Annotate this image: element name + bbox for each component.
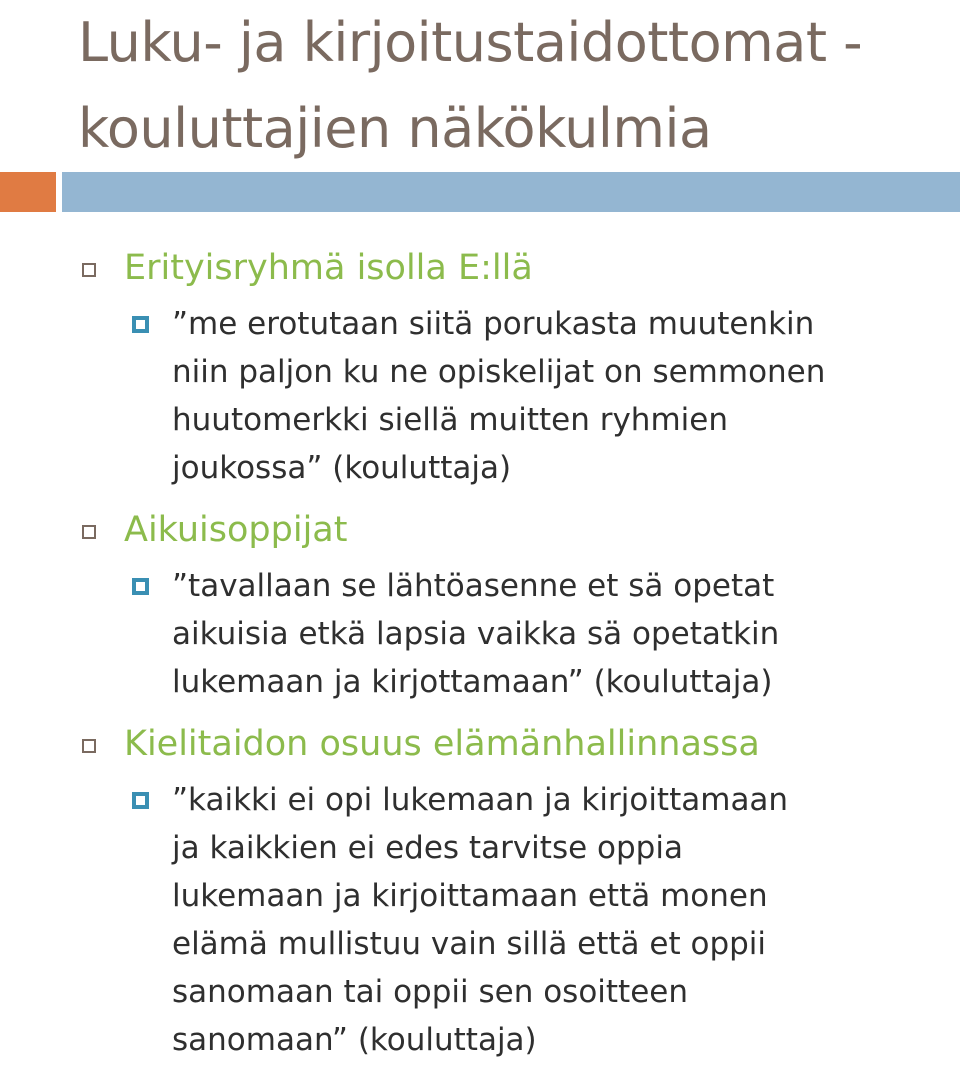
square-sub-bullet-icon	[132, 792, 149, 809]
accent-bar-orange	[0, 172, 56, 212]
square-sub-bullet-icon	[132, 316, 149, 333]
hollow-square-bullet-icon	[82, 263, 96, 277]
quote-line: sanomaan tai oppii sen osoitteen	[172, 974, 688, 1010]
slide-title	[78, 0, 948, 172]
quote-line: ”me erotutaan siitä porukasta muutenkin	[172, 306, 815, 342]
accent-bar-blue	[62, 172, 960, 212]
quote-line: joukossa” (kouluttaja)	[172, 450, 512, 486]
sub-bullet-quote	[0, 776, 960, 1064]
quote-line: niin paljon ku ne opiskelijat on semmonen	[172, 354, 826, 390]
bullet-item-aikuisoppijat	[0, 502, 960, 558]
quote-line: ”tavallaan se lähtöasenne et sä opetat	[172, 568, 775, 604]
quote-line: aikuisia etkä lapsia vaikka sä opetatkin	[172, 616, 780, 652]
bullet-item-kielitaito	[0, 716, 960, 772]
slide-title-line-2: kouluttajien näkökulmia	[78, 97, 712, 160]
quote-line: elämä mullistuu vain sillä että et oppii	[172, 926, 767, 962]
quote-line: ja kaikkien ei edes tarvitse oppia	[172, 830, 683, 866]
quote-line: sanomaan” (kouluttaja)	[172, 1022, 537, 1058]
sub-bullet-quote	[0, 300, 960, 492]
quote-line: ”kaikki ei opi lukemaan ja kirjoittamaan	[172, 782, 789, 818]
quote-line: lukemaan ja kirjottamaan” (kouluttaja)	[172, 664, 773, 700]
bullet-heading: Aikuisoppijat	[124, 510, 348, 550]
hollow-square-bullet-icon	[82, 525, 96, 539]
slide-title-line-1: Luku- ja kirjoitustaidottomat -	[78, 11, 863, 74]
slide-content	[0, 240, 960, 1074]
bullet-item-erityisryhma	[0, 240, 960, 296]
sub-bullet-quote	[0, 562, 960, 706]
hollow-square-bullet-icon	[82, 739, 96, 753]
quote-line: huutomerkki siellä muitten ryhmien	[172, 402, 728, 438]
quote-line: lukemaan ja kirjoittamaan että monen	[172, 878, 768, 914]
bullet-heading: Kielitaidon osuus elämänhallinnassa	[124, 724, 760, 764]
bullet-heading: Erityisryhmä isolla E:llä	[124, 248, 533, 288]
square-sub-bullet-icon	[132, 578, 149, 595]
